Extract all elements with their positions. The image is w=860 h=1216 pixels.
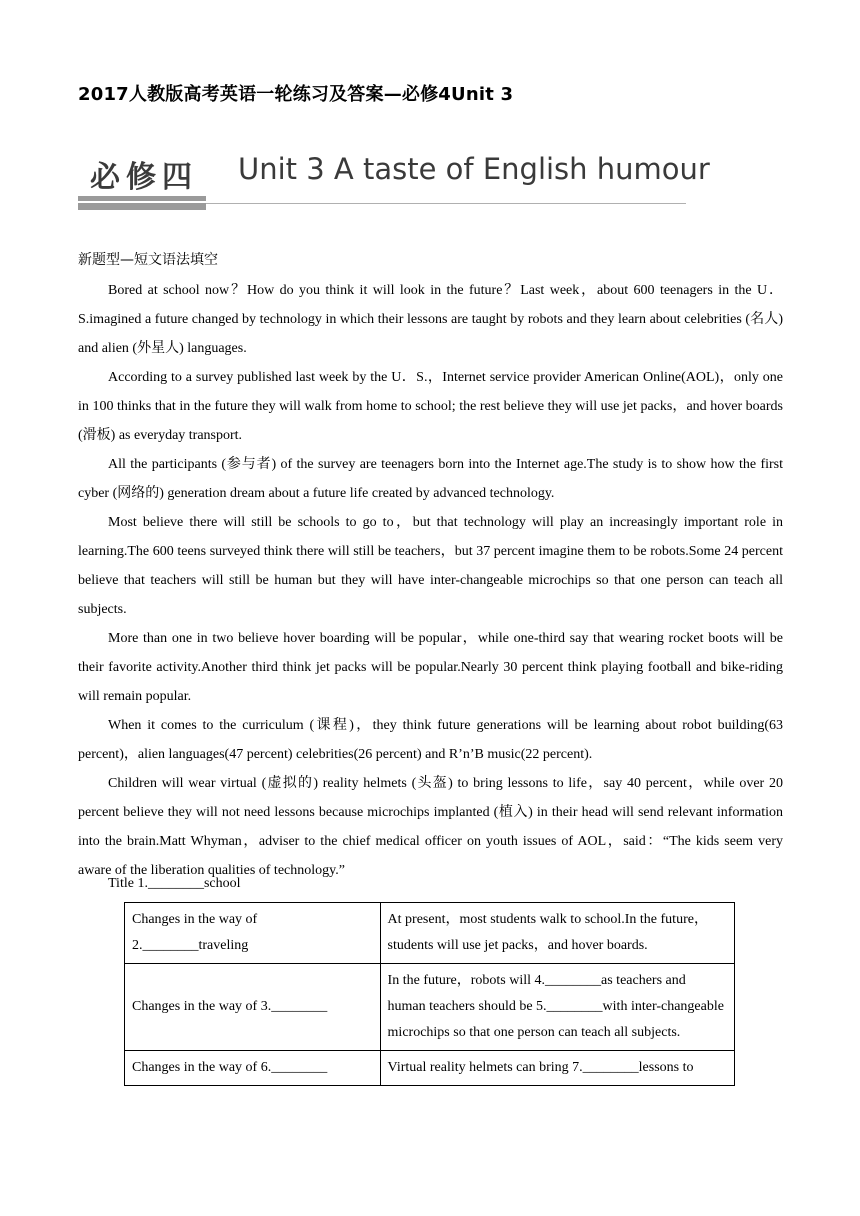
article-body [78,276,783,885]
cell-text: At present，most students walk to school.In the future，students will use jet packs，and hover boards. [387,912,708,953]
unit-banner [78,150,710,212]
paragraph: All the participants (参与者) of the survey are teenagers born into the Internet age.The study is to show how the first cyber (网络的) generation dream about a future life created by advanced technology. [78,457,783,501]
table-cell [380,964,734,1051]
summary-table [124,902,735,1086]
paragraph: Bored at school now？How do you think it will look in the future？Last week，about 600 teenagers in the U．S.imagined a future changed by technology in which their lessons are taught by robots and they learn about celebrities (名人) and alien (外星人) languages. [78,283,783,356]
cell-text: Changes in the way of 3.________ [132,999,328,1014]
table-cell [125,1051,381,1086]
cell-text: Changes in the way of 6.________ [132,1060,328,1075]
table-cell [125,903,381,964]
table-cell [125,964,381,1051]
banner-unit-title: Unit 3 A taste of English humour [238,152,710,186]
page-title: 2017人教版高考英语一轮练习及答案—必修4Unit 3 [78,84,514,105]
banner-divider [206,203,686,204]
table-cell [380,1051,734,1086]
paragraph: When it comes to the curriculum (课程)，they think future generations will be learning about robot building(63 percent)，alien languages(47 percent) celebrities(26 percent) and R’n’B music(22 percent). [78,718,783,762]
table-row [125,1051,735,1086]
cell-text: In the future，robots will 4.________as teachers and human teachers should be 5.________with inter-changeable microchips so that one person can teach all subjects. [387,973,724,1040]
banner-module: 必修四 [90,160,198,195]
paragraph: More than one in two believe hover boarding will be popular，while one-third say that wearing rocket boots will be their favorite activity.Another third think jet packs will be popular.Nearly 30 percent think playing football and bike-riding will remain popular. [78,631,783,704]
table-cell [380,903,734,964]
title-blank-line: Title 1.________school [108,876,241,891]
section-label: 新题型—短文语法填空 [78,252,218,268]
cell-text: Virtual reality helmets can bring 7.________lessons to [387,1060,694,1075]
table-row [125,903,735,964]
cell-text: Changes in the way of [132,912,258,927]
paragraph: Children will wear virtual (虚拟的) reality helmets (头盔) to bring lessons to life，say 40 percent，while over 20 percent believe they will not need lessons because microchips implanted (植入) in their head will send relevant information into the brain.Matt Whyman，adviser to the chief medical officer on youth issues of AOL，said：“The kids seem very aware of the liberation qualities of technology.” [78,776,783,878]
paragraph: According to a survey published last week by the U．S.，Internet service provider American Online(AOL)，only one in 100 thinks that in the future they will walk from home to school; the rest believe they will use jet packs，and hover boards (滑板) as everyday transport. [78,370,783,443]
cell-text: 2.________traveling [132,938,249,953]
table-row [125,964,735,1051]
banner-bar [78,196,206,210]
paragraph: Most believe there will still be schools to go to，but that technology will play an increasingly important role in learning.The 600 teens surveyed think there will still be teachers，but 37 percent imagine them to be robots.Some 24 percent believe that teachers will still be human but they will have inter-changeable microchips so that one person can teach all subjects. [78,515,783,617]
